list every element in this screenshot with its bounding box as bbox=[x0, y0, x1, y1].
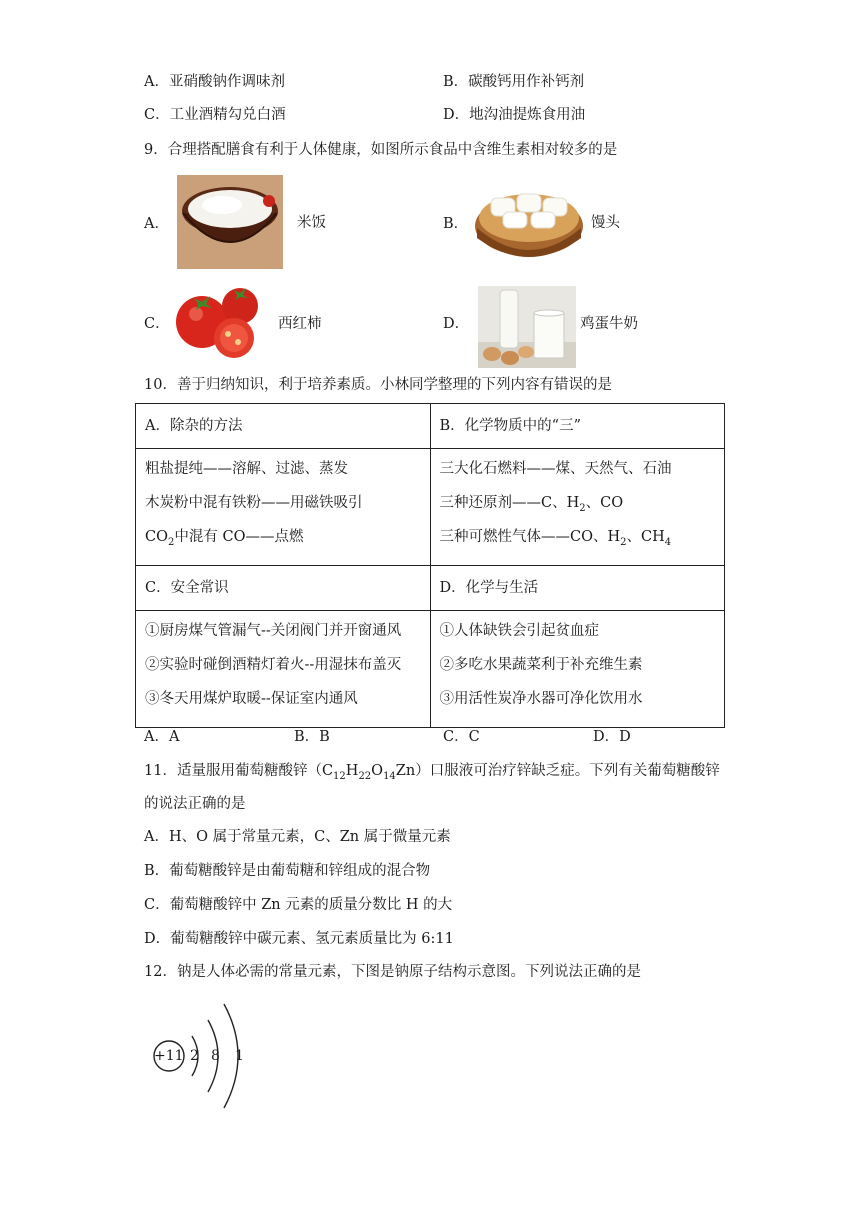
q11-option-a: A．H、O 属于常量元素，C、Zn 属于微量元素 bbox=[144, 829, 451, 845]
nucleus-charge: +11 bbox=[154, 1048, 184, 1064]
q9-option-b-label: 馒头 bbox=[591, 215, 620, 231]
q10-summary-table bbox=[135, 403, 725, 728]
table-cell-d bbox=[430, 611, 725, 728]
q11-stem-line2: 的说法正确的是 bbox=[144, 796, 246, 812]
q9-option-a-label: 米饭 bbox=[297, 215, 326, 231]
q9-option-d-letter: D． bbox=[443, 316, 470, 332]
q11-option-b: B．葡萄糖酸锌是由葡萄糖和锌组成的混合物 bbox=[144, 863, 431, 879]
q9-stem: 9．合理搭配膳食有利于人体健康，如图所示食品中含维生素相对较多的是 bbox=[144, 142, 618, 158]
sodium-atom-diagram bbox=[148, 1002, 258, 1110]
q8-option-b: B．碳酸钙用作补钙剂 bbox=[443, 74, 585, 90]
shell-1-electrons: 2 bbox=[190, 1048, 199, 1064]
table-b-line-3: 三种可燃性气体——CO、$H_2$、$CH_4$ bbox=[439, 529, 672, 548]
table-cell-b bbox=[430, 449, 725, 566]
rice-bowl-image bbox=[177, 175, 283, 269]
table-cell-a bbox=[136, 449, 431, 566]
q11-option-d: D．葡萄糖酸锌中碳元素、氢元素质量比为 6:11 bbox=[144, 931, 454, 947]
steamed-buns-image bbox=[473, 176, 586, 266]
table-a-line-3: $CO_2$中混有 CO——点燃 bbox=[145, 529, 304, 548]
table-head-d: D．化学与生活 bbox=[430, 566, 725, 611]
table-c-line-2: ②实验时碰倒酒精灯着火--用湿抹布盖灭 bbox=[145, 657, 402, 673]
table-d-line-1: ①人体缺铁会引起贫血症 bbox=[439, 623, 599, 639]
q9-option-c-letter: C． bbox=[144, 316, 170, 332]
q8-option-c: C．工业酒精勾兑白酒 bbox=[144, 107, 286, 123]
table-a-line-2: 木炭粉中混有铁粉——用磁铁吸引 bbox=[145, 495, 363, 511]
shell-3-electrons: 1 bbox=[235, 1048, 244, 1064]
q12-stem: 12．钠是人体必需的常量元素，下图是钠原子结构示意图。下列说法正确的是 bbox=[144, 964, 641, 980]
table-b-line-2: 三种还原剂——C、$H_2$、CO bbox=[439, 495, 624, 514]
q8-option-d: D．地沟油提炼食用油 bbox=[443, 107, 586, 123]
q10-option-c: C．C bbox=[443, 729, 480, 745]
q9-option-b-letter: B． bbox=[443, 216, 469, 232]
table-head-b: B．化学物质中的“三” bbox=[430, 404, 725, 449]
table-b-line-1: 三大化石燃料——煤、天然气、石油 bbox=[439, 461, 672, 477]
table-head-c: C．安全常识 bbox=[136, 566, 431, 611]
q10-option-b: B．B bbox=[294, 729, 330, 745]
q10-option-d: D．D bbox=[593, 729, 631, 745]
q11-option-c: C．葡萄糖酸锌中 Zn 元素的质量分数比 H 的大 bbox=[144, 897, 453, 913]
q9-option-d-label: 鸡蛋牛奶 bbox=[580, 316, 638, 332]
q8-option-a: A．亚硝酸钠作调味剂 bbox=[144, 74, 285, 90]
q9-option-c-label: 西红柿 bbox=[278, 316, 322, 332]
table-d-line-2: ②多吃水果蔬菜利于补充维生素 bbox=[439, 657, 643, 673]
table-a-line-1: 粗盐提纯——溶解、过滤、蒸发 bbox=[145, 461, 348, 477]
eggs-milk-image bbox=[478, 286, 576, 368]
q11-stem: 11．适量服用葡萄糖酸锌$(C_{12}H_{22}O_{14}Zn)$口服液可治疗锌缺乏症。下列有关葡萄糖酸锌 bbox=[144, 763, 720, 782]
table-c-line-3: ③冬天用煤炉取暖--保证室内通风 bbox=[145, 691, 358, 707]
table-c-line-1: ①厨房煤气管漏气--关闭阀门并开窗通风 bbox=[145, 623, 402, 639]
q10-stem: 10．善于归纳知识，利于培养素质。小林同学整理的下列内容有错误的是 bbox=[144, 377, 612, 393]
table-d-line-3: ③用活性炭净水器可净化饮用水 bbox=[439, 691, 643, 707]
q9-option-a-letter: A． bbox=[144, 216, 169, 232]
tomato-image bbox=[172, 284, 266, 360]
table-head-a: A．除杂的方法 bbox=[136, 404, 431, 449]
table-cell-c bbox=[136, 611, 431, 728]
shell-2-electrons: 8 bbox=[211, 1048, 220, 1064]
q10-option-a: A．A bbox=[144, 729, 180, 745]
